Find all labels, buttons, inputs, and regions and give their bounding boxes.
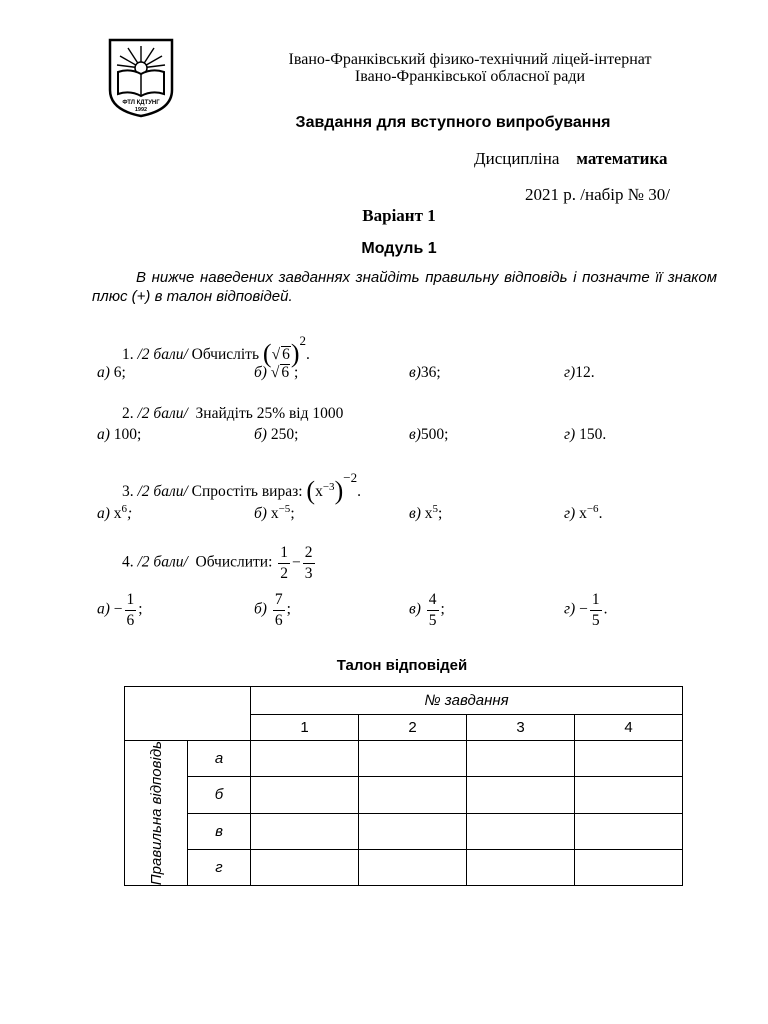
year-line: 2021 р. /набір № 30/ (525, 185, 670, 204)
column-header-3: 3 (467, 715, 575, 741)
answer-cell[interactable] (359, 777, 467, 813)
column-header-1: 1 (251, 715, 359, 741)
column-header-4: 4 (575, 715, 683, 741)
q1-text: Обчисліть (191, 346, 260, 363)
q4-option-a: а) − $\frac{1}{6}$ ; (97, 591, 143, 629)
q2-number: 2. (122, 405, 134, 422)
q1-option-d: г)12. (564, 364, 595, 381)
logo-year: 1992 (134, 107, 148, 113)
q3-text: Спростіть вираз: (191, 483, 303, 500)
row-label-a: а (188, 741, 251, 777)
task-title: Завдання для вступного випробування (295, 114, 611, 131)
q4-expression: $\frac{1}{2}$ − $\frac{2}{3}$ (280, 544, 313, 582)
q1-number: 1. (122, 346, 134, 363)
task-number-header: № завдання (251, 687, 683, 715)
answer-cell[interactable] (467, 777, 575, 813)
answer-cell[interactable] (359, 813, 467, 849)
q3-option-a: а) $x^6$; (97, 503, 133, 523)
answer-cell[interactable] (575, 849, 683, 885)
logo-caption: ФТЛ КДТУНГ (122, 100, 160, 106)
q2-option-c: в)500; (409, 426, 449, 443)
q4-text: Обчислити: (195, 553, 273, 571)
answer-cell[interactable] (251, 813, 359, 849)
discipline-line (474, 149, 668, 169)
q4-points: /2 бали/ (137, 553, 188, 571)
q3-number: 3. (122, 483, 134, 500)
q2-option-d: г) 150. (564, 426, 607, 443)
q3-expression: $(x^{-3})^{-2}$. (306, 470, 361, 505)
answer-cell[interactable] (251, 741, 359, 777)
q2-points: /2 бали/ (137, 405, 188, 422)
q1-option-b: б) √ 6 ; (254, 364, 299, 381)
q1-option-c: в)36; (409, 364, 441, 381)
q4-option-d: г) − $\frac{1}{5}$ . (564, 591, 608, 629)
variant-title: Варіант 1 (362, 206, 436, 225)
corner-cell (125, 687, 251, 741)
discipline-label: Дисципліна (474, 149, 560, 168)
q4-option-c: в) $\frac{4}{5}$ ; (409, 591, 445, 629)
answer-cell[interactable] (467, 813, 575, 849)
question-4 (122, 545, 317, 581)
discipline-value: математика (576, 149, 668, 168)
q3-option-d: г) $x^{-6}$. (564, 503, 603, 523)
question-3 (122, 470, 361, 506)
answer-sheet-title: Талон відповідей (336, 657, 468, 674)
answer-cell[interactable] (467, 849, 575, 885)
question-2 (122, 405, 343, 423)
q1-expression: (√ 6)$^2$. (262, 333, 310, 368)
module-title: Модуль 1 (361, 240, 437, 257)
q4-option-b: б) $\frac{7}{6}$ ; (254, 591, 291, 629)
row-label-v: в (188, 813, 251, 849)
school-name-line2: Івано-Франківської обласної ради (354, 68, 586, 85)
answer-sheet-table (124, 686, 683, 886)
answer-cell[interactable] (467, 741, 575, 777)
answer-cell[interactable] (359, 741, 467, 777)
q2-text: Знайдіть 25% від 1000 (195, 405, 344, 422)
row-group-label-cell (125, 741, 188, 886)
row-label-g: г (188, 849, 251, 885)
school-name-line1: Івано-Франківський фізико-технічний ліцей-інтернат (288, 51, 652, 68)
answer-cell[interactable] (575, 777, 683, 813)
column-header-2: 2 (359, 715, 467, 741)
row-label-b: б (188, 777, 251, 813)
q3-option-c: в) $x^5$; (409, 503, 443, 523)
q4-number: 4. (122, 553, 134, 571)
answer-cell[interactable] (251, 777, 359, 813)
answer-cell[interactable] (251, 849, 359, 885)
row-group-label: Правильна відповідь (147, 741, 165, 886)
q2-option-a: а) 100; (97, 426, 142, 443)
q3-option-b: б) $x^{-5}$; (254, 503, 295, 523)
q3-points: /2 бали/ (137, 483, 188, 500)
answer-cell[interactable] (575, 813, 683, 849)
answer-cell[interactable] (359, 849, 467, 885)
q2-option-b: б) 250; (254, 426, 299, 443)
instructions: В нижче наведених завданнях знайдіть правильну відповідь і позначте її знаком плюс (+) в талон відповідей. (92, 269, 717, 305)
q1-points: /2 бали/ (137, 346, 188, 363)
q1-option-a: а) 6; (97, 364, 126, 381)
answer-cell[interactable] (575, 741, 683, 777)
